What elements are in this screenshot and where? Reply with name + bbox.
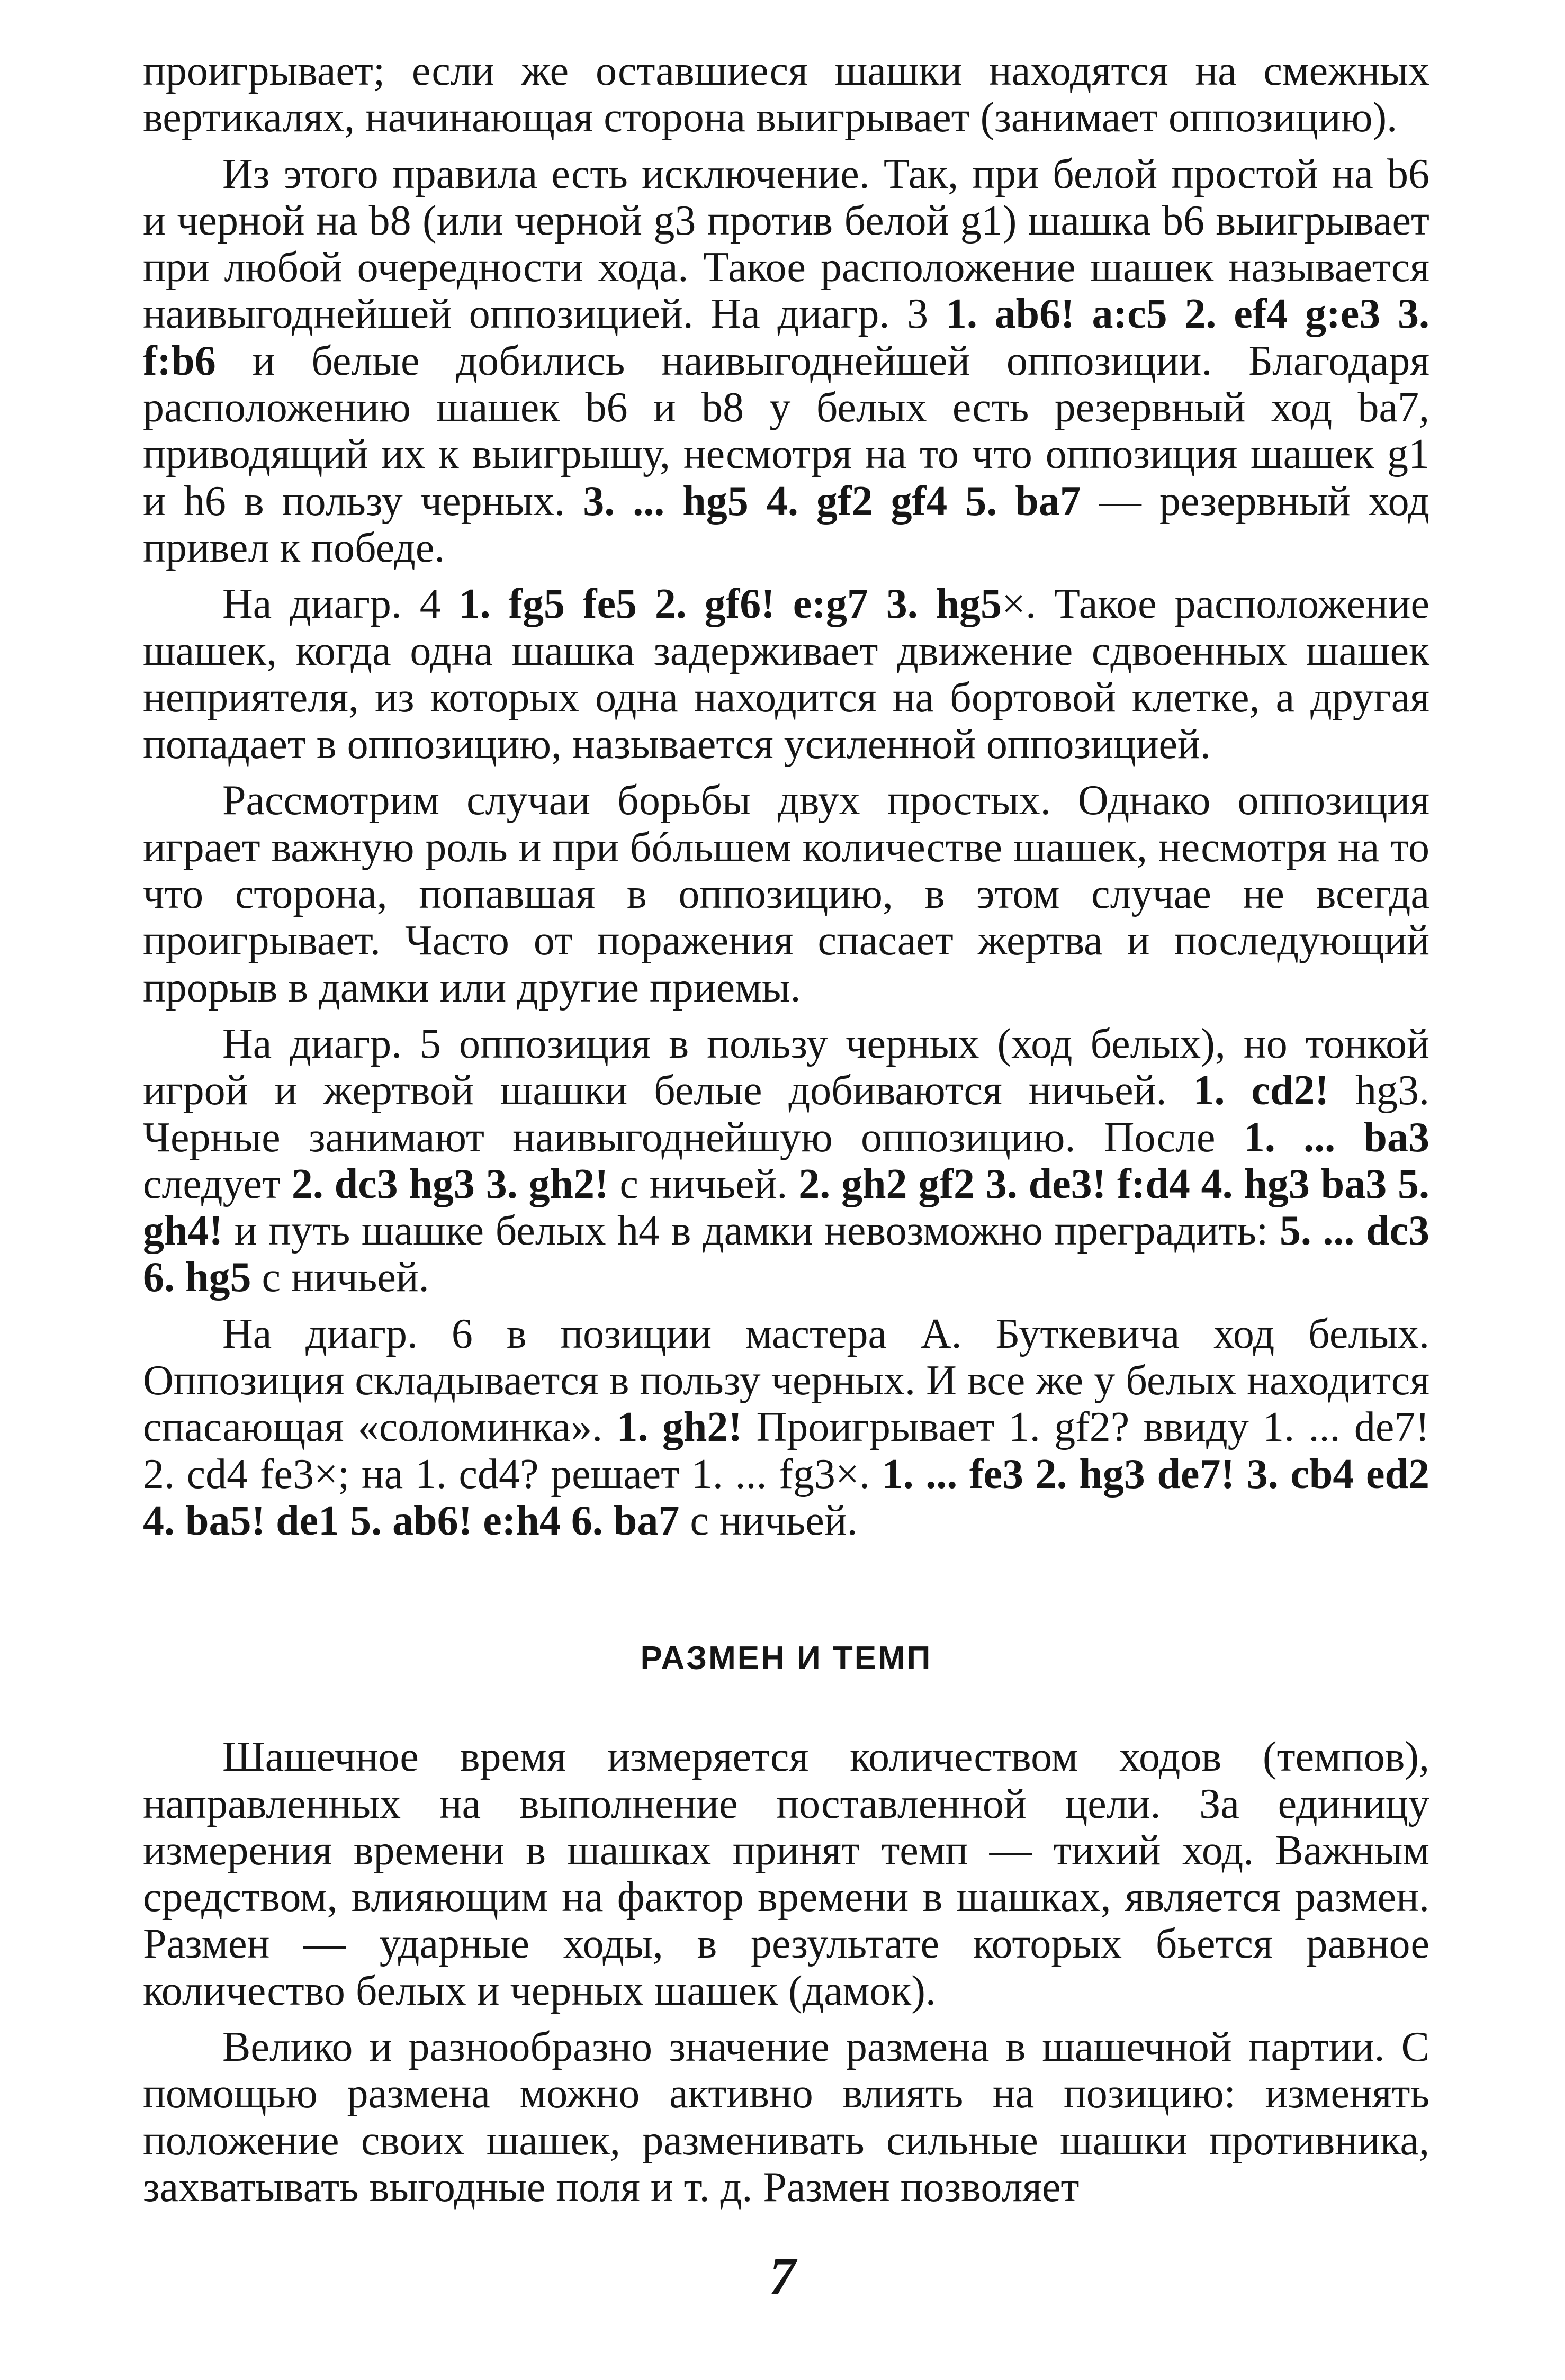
paragraph-5-moves-4: 2. gh2 gf2 3. de3! f:d4 4. hg3 ba3 5. gh4! (143, 1160, 1430, 1255)
section-heading: РАЗМЕН И ТЕМП (640, 1640, 932, 1677)
paragraph-2-moves-2: 3. ... hg5 4. gf2 gf4 5. ba7 (583, 477, 1081, 525)
paragraph-3-text-1: На диагр. 4 (222, 581, 459, 628)
paragraph-5-text-1: На диагр. 5 оппозиция в пользу черных (ход белых), но тонкой игрой и жертвой шашки белые добиваются ничьей. (143, 1020, 1429, 1114)
page-number: 7 (769, 2247, 796, 2305)
paragraph-6-moves-1: 1. gh2! (616, 1404, 743, 1451)
paragraph-5-text-5: и путь шашке белых h4 в дамки невозможно преградить: (223, 1207, 1280, 1255)
paragraph-1 (143, 48, 1429, 141)
paragraph-6-text-3: с ничьей. (679, 1497, 858, 1544)
paragraph-3 (143, 581, 1429, 768)
paragraph-5-moves-1: 1. cd2! (1193, 1067, 1329, 1114)
paragraph-7-text: Шашечное время измеряется количеством ходов (темпов), направленных на выполнение поставленной цели. За единицу измерения времени в шашках принят темп — тихий ход. Важным средством, влияющим на фактор времени в шашках, является размен. Размен — ударные ходы, в результате которых бьется равное количество белых и черных шашек (дамок). (143, 1734, 1429, 2014)
paragraph-5-text-3: следует (143, 1160, 292, 1207)
paragraph-5-text-2: hg3. Черные занимают наивыгоднейшую оппозицию. После (143, 1067, 1430, 1161)
paragraph-3-text-2: ×. Такое расположение шашек, когда одна шашка задерживает движение сдвоенных шашек неприятеля, из которых одна находится на бортовой клетке, а другая попадает в оппозицию, называется усиленной оппозицией. (143, 581, 1429, 768)
page-body (143, 48, 1429, 2211)
paragraph-4-text: Рассмотрим случаи борьбы двух простых. Однако оппозиция играет важную роль и при бóльшем количестве шашек, несмотря на то что сторона, попавшая в оппозицию, в этом случае не всегда проигрывает. Часто от поражения спасает жертва и последующий прорыв в дамки или другие приемы. (143, 777, 1429, 1011)
paragraph-5-text-4: с ничьей. (608, 1160, 799, 1207)
paragraph-2-text-1: Из этого правила есть исключение. Так, при белой простой на b6 и черной на b8 (или черной g3 против белой g1) шашка b6 выигрывает при любой очередности хода. Такое расположение шашек называется наивыгоднейшей оппозицией. На диагр. 3 (143, 150, 1429, 338)
paragraph-8 (143, 2024, 1429, 2211)
paragraph-4 (143, 777, 1429, 1011)
paragraph-2 (143, 151, 1429, 572)
paragraph-2-moves-1: 1. ab6! a:c5 2. ef4 g:e3 3. f:b6 (143, 291, 1430, 384)
paragraph-5-moves-3: 2. dc3 hg3 3. gh2! (291, 1160, 609, 1207)
paragraph-3-moves-1: 1. fg5 fe5 2. gf6! e:g7 3. hg5 (458, 581, 1002, 628)
paragraph-2-text-3: — резервный ход привел к победе. (143, 477, 1430, 571)
paragraph-5-text-6: с ничьей. (251, 1254, 429, 1301)
paragraph-8-text: Велико и разнообразно значение размена в шашечной партии. С помощью размена можно активно влиять на позицию: изменять положение своих шашек, разменивать сильные шашки противника, захватывать выгодные поля и т. д. Размен позволяет (143, 2023, 1429, 2211)
paragraph-7 (143, 1734, 1429, 2014)
paragraph-2-text-2: и белые добились наивыгоднейшей оппозиции. Благодаря расположению шашек b6 и b8 у белых есть резервный ход ba7, приводящий их к выигрышу, несмотря на то что оппозиция шашек g1 и h6 в пользу черных. (143, 337, 1429, 525)
paragraph-5 (143, 1021, 1429, 1301)
paragraph-1-text: проигрывает; если же оставшиеся шашки находятся на смежных вертикалях, начинающая сторона выигрывает (занимает оппозицию). (143, 48, 1429, 141)
paragraph-6-moves-2: 1. ... fe3 2. hg3 de7! 3. cb4 ed2 4. ba5! de1 5. ab6! e:h4 6. ba7 (143, 1450, 1429, 1544)
paragraph-6-text-1: На диагр. 6 в позиции мастера А. Буткевича ход белых. Оппозиция складывается в пользу черных. И все же у белых находится спасающая «соломинка». (143, 1310, 1429, 1451)
paragraph-5-moves-5: 5. ... dc3 6. hg5 (143, 1207, 1430, 1301)
paragraph-6-text-2: Проигрывает 1. gf2? ввиду 1. ... de7! 2. cd4 fe3×; на 1. cd4? решает 1. ... fg3×. (143, 1404, 1430, 1498)
paragraph-5-moves-2: 1. ... ba3 (1243, 1114, 1429, 1161)
paragraph-6 (143, 1311, 1429, 1544)
